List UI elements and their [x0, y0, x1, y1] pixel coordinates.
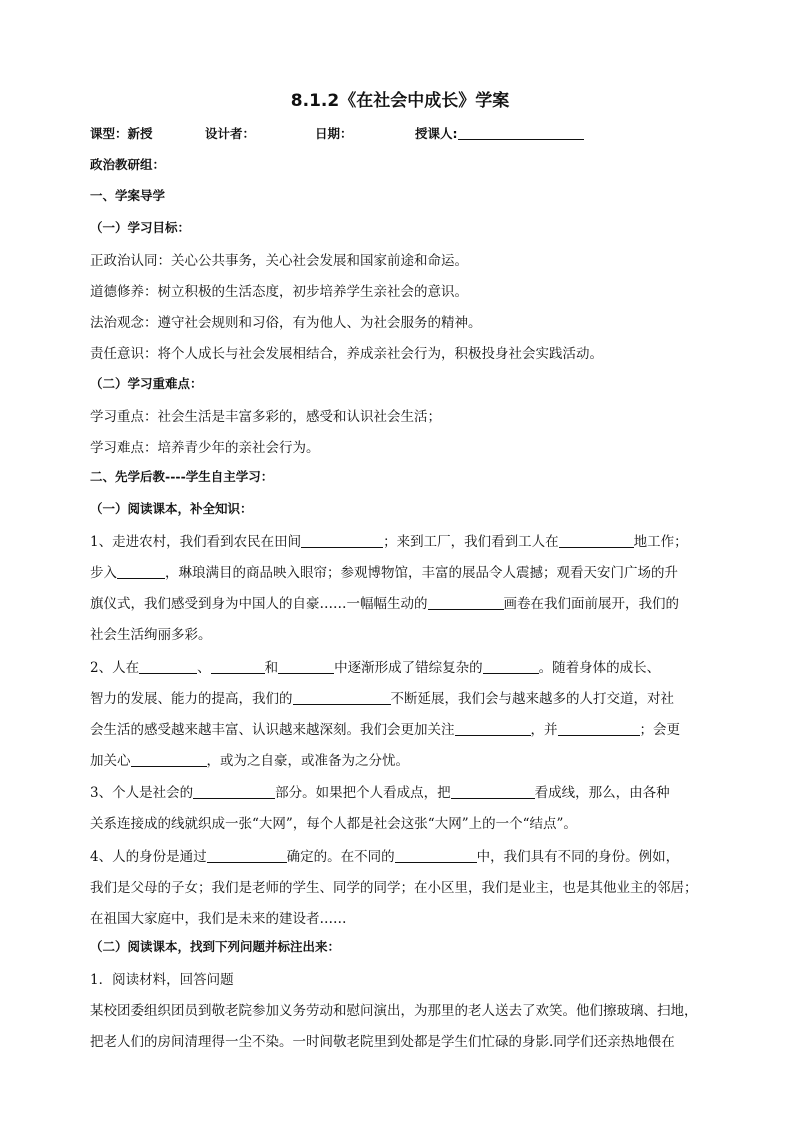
q2-text: ；会更 — [639, 722, 680, 738]
teacher-label: 授课人: — [415, 126, 458, 141]
question-2-line — [90, 687, 674, 707]
q1-text: ；来到工厂，我们看到工人在 — [383, 534, 559, 550]
section-heading-2: 二、先学后教----学生自主学习： — [90, 469, 274, 484]
q4-text: 4、人的身份是通过 — [90, 849, 207, 865]
question-2-line — [90, 718, 680, 738]
answer-blank[interactable] — [301, 534, 383, 548]
q1-text: ，琳琅满目的商品映入眼帘；参观博物馆，丰富的展品令人震撼；观看天安门广场的升 — [165, 565, 678, 581]
material-text: 某校团委组织团员到敬老院参加义务劳动和慰问演出，为那里的老人送去了欢笑。他们擦玻璃、扫地， — [90, 1003, 698, 1019]
question-3-line: 关系连接成的线就织成一张“大网”，每个人都是社会这张“大网”上的一个“结点”。 — [90, 816, 577, 832]
answer-blank[interactable] — [558, 722, 640, 736]
answer-blank[interactable] — [131, 753, 207, 767]
goal-item: 道德修养：树立积极的生活态度，初步培养学生亲社会的意识。 — [90, 284, 468, 300]
q1-text: 步入 — [90, 565, 117, 581]
q1-text: 画卷在我们面前展开，我们的 — [503, 596, 679, 612]
page-title: 8.1.2《在社会中成长》学案 — [290, 91, 510, 111]
q3-text: 部分。如果把个人看成点，把 — [275, 785, 451, 801]
answer-blank[interactable] — [451, 785, 535, 799]
question-1-line: 社会生活绚丽多彩。 — [90, 627, 212, 643]
answer-blank[interactable] — [559, 534, 634, 548]
date-label: 日期： — [315, 126, 353, 141]
answer-blank[interactable] — [139, 660, 197, 674]
question-3-line — [90, 781, 670, 801]
q2-text: 加关心 — [90, 753, 131, 769]
teacher-blank[interactable] — [458, 126, 584, 140]
key-point: 学习重点：社会生活是丰富多彩的，感受和认识社会生活； — [90, 409, 441, 425]
question-4-line: 我们是父母的子女；我们是老师的学生、同学的同学；在小区里，我们是业主，也是其他业主的邻居； — [90, 880, 698, 896]
key-heading: （二）学习重难点： — [90, 376, 203, 391]
q1-text: 1、走进农村，我们看到农民在田间 — [90, 534, 302, 550]
answer-blank[interactable] — [428, 596, 504, 610]
group-label: 政治教研组： — [90, 157, 166, 172]
q4-text: 中，我们具有不同的身份。例如， — [476, 849, 680, 865]
question-2-line — [90, 656, 660, 676]
answer-blank[interactable] — [455, 722, 531, 736]
question-1-line — [90, 530, 688, 550]
answer-blank[interactable] — [193, 785, 275, 799]
q2-text: 和 — [264, 660, 279, 676]
question-2-line — [90, 749, 409, 769]
read2-heading: （二）阅读课本，找到下列问题并标注出来： — [90, 939, 341, 954]
q2-text: ，或为之自豪，或准备为之分忧。 — [206, 753, 409, 769]
question-1-line — [90, 592, 679, 612]
q1-text: 地工作； — [633, 534, 688, 550]
q1-text: 旗仪式，我们感受到身为中国人的自豪……一幅幅生动的 — [90, 596, 428, 612]
answer-blank[interactable] — [278, 660, 334, 674]
answer-blank[interactable] — [117, 565, 165, 579]
q2-text: 、 — [197, 660, 211, 676]
question-1-line — [90, 561, 678, 581]
question-4-line — [90, 845, 679, 865]
q2-text: ，并 — [530, 722, 558, 738]
q2-text: 中逐渐形成了错综复杂的 — [334, 660, 483, 676]
q2-text: 会生活的感受越来越丰富、认识越来越深刻。我们会更加关注 — [90, 722, 455, 738]
goal-item: 责任意识：将个人成长与社会发展相结合，养成亲社会行为，积极投身社会实践活动。 — [90, 346, 603, 362]
q4-text: 确定的。在不同的 — [286, 849, 395, 865]
read-heading: （一）阅读课本，补全知识： — [90, 501, 253, 516]
q2-text: 不断延展，我们会与越来越多的人打交道，对社 — [390, 691, 674, 707]
q2-text: 。随着身体的成长、 — [538, 660, 661, 676]
answer-blank[interactable] — [211, 660, 265, 674]
designer-label: 设计者： — [205, 126, 256, 141]
section-heading-1: 一、学案导学 — [90, 188, 166, 203]
answer-blank[interactable] — [395, 849, 477, 863]
answer-blank[interactable] — [207, 849, 287, 863]
material-text: 把老人们的房间清理得一尘不染。一时间敬老院里到处都是学生们忙碌的身影.同学们还亲热地偎在 — [90, 1034, 675, 1050]
q3-text: 3、个人是社会的 — [90, 785, 194, 801]
answer-blank[interactable] — [483, 660, 539, 674]
goal-item: 正政治认同：关心公共事务，关心社会发展和国家前途和命运。 — [90, 253, 468, 269]
course-type: 课型：新授 — [90, 126, 153, 141]
question-4-line: 在祖国大家庭中，我们是未来的建设者…… — [90, 911, 347, 927]
q2-text: 2、人在 — [90, 660, 140, 676]
key-point: 学习难点：培养青少年的亲社会行为。 — [90, 440, 320, 456]
material-heading: 1．阅读材料，回答问题 — [90, 972, 234, 988]
answer-blank[interactable] — [293, 691, 391, 705]
meta-row — [90, 124, 584, 142]
q2-text: 智力的发展、能力的提高，我们的 — [90, 691, 293, 707]
goals-heading: （一）学习目标： — [90, 220, 191, 235]
goal-item: 法治观念：遵守社会规则和习俗，有为他人、为社会服务的精神。 — [90, 315, 482, 331]
q3-text: 看成线，那么，由各种 — [534, 785, 670, 801]
